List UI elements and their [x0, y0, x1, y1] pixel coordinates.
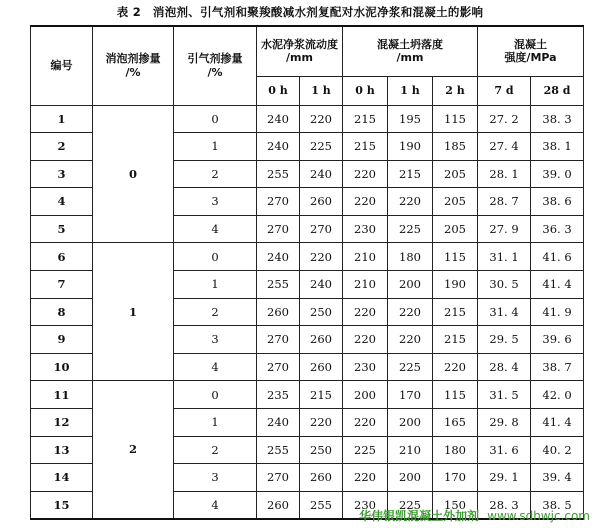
header-slump-line2: /mm [396, 51, 424, 65]
paste-0h-cell: 255 [257, 160, 300, 188]
paste-0h-cell: 255 [257, 436, 300, 464]
header-slump [343, 26, 478, 76]
strength-7d-cell: 28. 3 [478, 491, 531, 519]
aea-cell: 0 [174, 381, 257, 409]
slump-0h-cell: 220 [343, 464, 388, 492]
header-no: 编号 [31, 26, 93, 105]
strength-7d-cell: 31. 4 [478, 298, 531, 326]
slump-1h-cell: 220 [388, 326, 433, 354]
paste-0h-cell: 270 [257, 326, 300, 354]
paste-0h-cell: 235 [257, 381, 300, 409]
watermark-text: 华伟银凯混凝土外加剂 [359, 509, 480, 523]
paste-1h-cell: 260 [300, 326, 343, 354]
table-row [31, 381, 584, 409]
slump-2h-cell: 205 [433, 215, 478, 243]
strength-28d-cell: 39. 0 [531, 160, 584, 188]
paste-0h-cell: 270 [257, 188, 300, 216]
slump-2h-cell: 115 [433, 243, 478, 271]
strength-7d-cell: 28. 1 [478, 160, 531, 188]
slump-2h-cell: 220 [433, 353, 478, 381]
paste-0h-cell: 260 [257, 298, 300, 326]
slump-1h-cell: 215 [388, 160, 433, 188]
row-number-cell: 3 [31, 160, 93, 188]
watermark [359, 507, 590, 524]
aea-cell: 3 [174, 464, 257, 492]
paste-1h-cell: 255 [300, 491, 343, 519]
slump-0h-cell: 220 [343, 326, 388, 354]
header-defoamer-line2: /% [125, 65, 141, 79]
table-caption: 表 2 消泡剂、引气剂和聚羧酸减水剂复配对水泥净浆和混凝土的影响 [116, 5, 484, 19]
strength-28d-cell: 38. 5 [531, 491, 584, 519]
row-number-cell: 8 [31, 298, 93, 326]
slump-2h-cell: 150 [433, 491, 478, 519]
slump-2h-cell: 190 [433, 271, 478, 299]
table-row [31, 243, 584, 271]
strength-7d-cell: 31. 1 [478, 243, 531, 271]
slump-1h-cell: 220 [388, 188, 433, 216]
aea-cell: 3 [174, 188, 257, 216]
header-aea [174, 26, 257, 105]
slump-1h-cell: 200 [388, 271, 433, 299]
slump-0h-cell: 230 [343, 215, 388, 243]
strength-7d-cell: 29. 1 [478, 464, 531, 492]
row-number-cell: 9 [31, 326, 93, 354]
aea-cell: 0 [174, 105, 257, 133]
paste-1h-cell: 240 [300, 271, 343, 299]
aea-cell: 2 [174, 160, 257, 188]
paste-1h-cell: 250 [300, 436, 343, 464]
slump-0h-cell: 230 [343, 353, 388, 381]
slump-0h-cell: 225 [343, 436, 388, 464]
paste-0h-cell: 260 [257, 491, 300, 519]
slump-1h-cell: 180 [388, 243, 433, 271]
paste-1h-cell: 220 [300, 409, 343, 437]
aea-cell: 4 [174, 491, 257, 519]
row-number-cell: 11 [31, 381, 93, 409]
slump-1h-cell: 225 [388, 491, 433, 519]
paste-1h-cell: 240 [300, 160, 343, 188]
row-number-cell: 14 [31, 464, 93, 492]
paste-1h-cell: 220 [300, 243, 343, 271]
strength-7d-cell: 29. 8 [478, 409, 531, 437]
slump-0h-cell: 215 [343, 133, 388, 161]
header-strength-28d: 28 d [531, 76, 584, 105]
row-number-cell: 15 [31, 491, 93, 519]
paste-1h-cell: 220 [300, 105, 343, 133]
slump-0h-cell: 220 [343, 188, 388, 216]
slump-1h-cell: 190 [388, 133, 433, 161]
slump-2h-cell: 205 [433, 160, 478, 188]
strength-28d-cell: 38. 6 [531, 188, 584, 216]
strength-28d-cell: 40. 2 [531, 436, 584, 464]
row-number-cell: 13 [31, 436, 93, 464]
paste-1h-cell: 260 [300, 464, 343, 492]
header-defoamer [93, 26, 174, 105]
aea-cell: 1 [174, 409, 257, 437]
slump-0h-cell: 220 [343, 409, 388, 437]
defoamer-group-cell: 1 [93, 243, 174, 381]
aea-cell: 1 [174, 271, 257, 299]
strength-7d-cell: 31. 5 [478, 381, 531, 409]
paste-0h-cell: 270 [257, 353, 300, 381]
strength-28d-cell: 36. 3 [531, 215, 584, 243]
slump-0h-cell: 230 [343, 491, 388, 519]
slump-1h-cell: 225 [388, 353, 433, 381]
paste-1h-cell: 260 [300, 188, 343, 216]
header-aea-line1: 引气剂掺量 [187, 52, 243, 65]
paste-0h-cell: 240 [257, 409, 300, 437]
slump-1h-cell: 170 [388, 381, 433, 409]
strength-7d-cell: 28. 4 [478, 353, 531, 381]
paste-0h-cell: 270 [257, 464, 300, 492]
header-strength [478, 26, 584, 76]
header-aea-line2: /% [207, 65, 223, 79]
slump-2h-cell: 215 [433, 326, 478, 354]
aea-cell: 2 [174, 298, 257, 326]
header-slump-line1: 混凝土坍落度 [377, 37, 443, 51]
aea-cell: 0 [174, 243, 257, 271]
slump-1h-cell: 200 [388, 409, 433, 437]
aea-cell: 1 [174, 133, 257, 161]
header-paste-1h: 1 h [300, 76, 343, 105]
strength-7d-cell: 28. 7 [478, 188, 531, 216]
header-slump-0h: 0 h [343, 76, 388, 105]
strength-28d-cell: 38. 3 [531, 105, 584, 133]
slump-0h-cell: 220 [343, 160, 388, 188]
strength-28d-cell: 41. 4 [531, 409, 584, 437]
header-slump-2h: 2 h [433, 76, 478, 105]
strength-28d-cell: 41. 6 [531, 243, 584, 271]
table-row [31, 105, 584, 133]
slump-0h-cell: 210 [343, 271, 388, 299]
row-number-cell: 7 [31, 271, 93, 299]
paste-0h-cell: 270 [257, 215, 300, 243]
row-number-cell: 4 [31, 188, 93, 216]
row-number-cell: 12 [31, 409, 93, 437]
aea-cell: 4 [174, 215, 257, 243]
paste-1h-cell: 215 [300, 381, 343, 409]
header-defoamer-line1: 消泡剂掺量 [105, 52, 161, 65]
row-number-cell: 1 [31, 105, 93, 133]
strength-28d-cell: 38. 7 [531, 353, 584, 381]
watermark-url: www.sdhwjc.com [487, 509, 590, 523]
aea-cell: 2 [174, 436, 257, 464]
strength-28d-cell: 39. 6 [531, 326, 584, 354]
strength-28d-cell: 42. 0 [531, 381, 584, 409]
header-paste-line2: /mm [286, 51, 313, 65]
defoamer-group-cell: 0 [93, 105, 174, 243]
header-paste-0h: 0 h [257, 76, 300, 105]
paste-0h-cell: 240 [257, 105, 300, 133]
strength-7d-cell: 29. 5 [478, 326, 531, 354]
slump-2h-cell: 180 [433, 436, 478, 464]
paste-1h-cell: 260 [300, 353, 343, 381]
strength-7d-cell: 27. 4 [478, 133, 531, 161]
strength-7d-cell: 30. 5 [478, 271, 531, 299]
row-number-cell: 6 [31, 243, 93, 271]
row-number-cell: 10 [31, 353, 93, 381]
strength-28d-cell: 38. 1 [531, 133, 584, 161]
header-strength-7d: 7 d [478, 76, 531, 105]
row-number-cell: 5 [31, 215, 93, 243]
slump-1h-cell: 220 [388, 298, 433, 326]
strength-7d-cell: 31. 6 [478, 436, 531, 464]
slump-1h-cell: 195 [388, 105, 433, 133]
slump-0h-cell: 210 [343, 243, 388, 271]
paste-1h-cell: 225 [300, 133, 343, 161]
slump-2h-cell: 115 [433, 381, 478, 409]
strength-28d-cell: 41. 9 [531, 298, 584, 326]
slump-2h-cell: 215 [433, 298, 478, 326]
table-body [31, 105, 584, 519]
data-table [30, 25, 584, 520]
slump-2h-cell: 185 [433, 133, 478, 161]
row-number-cell: 2 [31, 133, 93, 161]
slump-1h-cell: 225 [388, 215, 433, 243]
defoamer-group-cell: 2 [93, 381, 174, 519]
slump-2h-cell: 205 [433, 188, 478, 216]
slump-0h-cell: 215 [343, 105, 388, 133]
header-paste-line1: 水泥净浆流动度 [261, 37, 338, 51]
paste-1h-cell: 270 [300, 215, 343, 243]
slump-2h-cell: 170 [433, 464, 478, 492]
header-strength-line2: 强度/MPa [504, 51, 557, 65]
slump-1h-cell: 210 [388, 436, 433, 464]
paste-0h-cell: 240 [257, 133, 300, 161]
paste-1h-cell: 250 [300, 298, 343, 326]
paste-0h-cell: 240 [257, 243, 300, 271]
slump-0h-cell: 220 [343, 298, 388, 326]
strength-7d-cell: 27. 9 [478, 215, 531, 243]
strength-28d-cell: 41. 4 [531, 271, 584, 299]
aea-cell: 3 [174, 326, 257, 354]
header-paste-flow [257, 26, 343, 76]
strength-7d-cell: 27. 2 [478, 105, 531, 133]
slump-2h-cell: 165 [433, 409, 478, 437]
header-strength-line1: 混凝土 [514, 37, 548, 51]
aea-cell: 4 [174, 353, 257, 381]
slump-0h-cell: 200 [343, 381, 388, 409]
strength-28d-cell: 39. 4 [531, 464, 584, 492]
paste-0h-cell: 255 [257, 271, 300, 299]
slump-1h-cell: 200 [388, 464, 433, 492]
slump-2h-cell: 115 [433, 105, 478, 133]
header-slump-1h: 1 h [388, 76, 433, 105]
